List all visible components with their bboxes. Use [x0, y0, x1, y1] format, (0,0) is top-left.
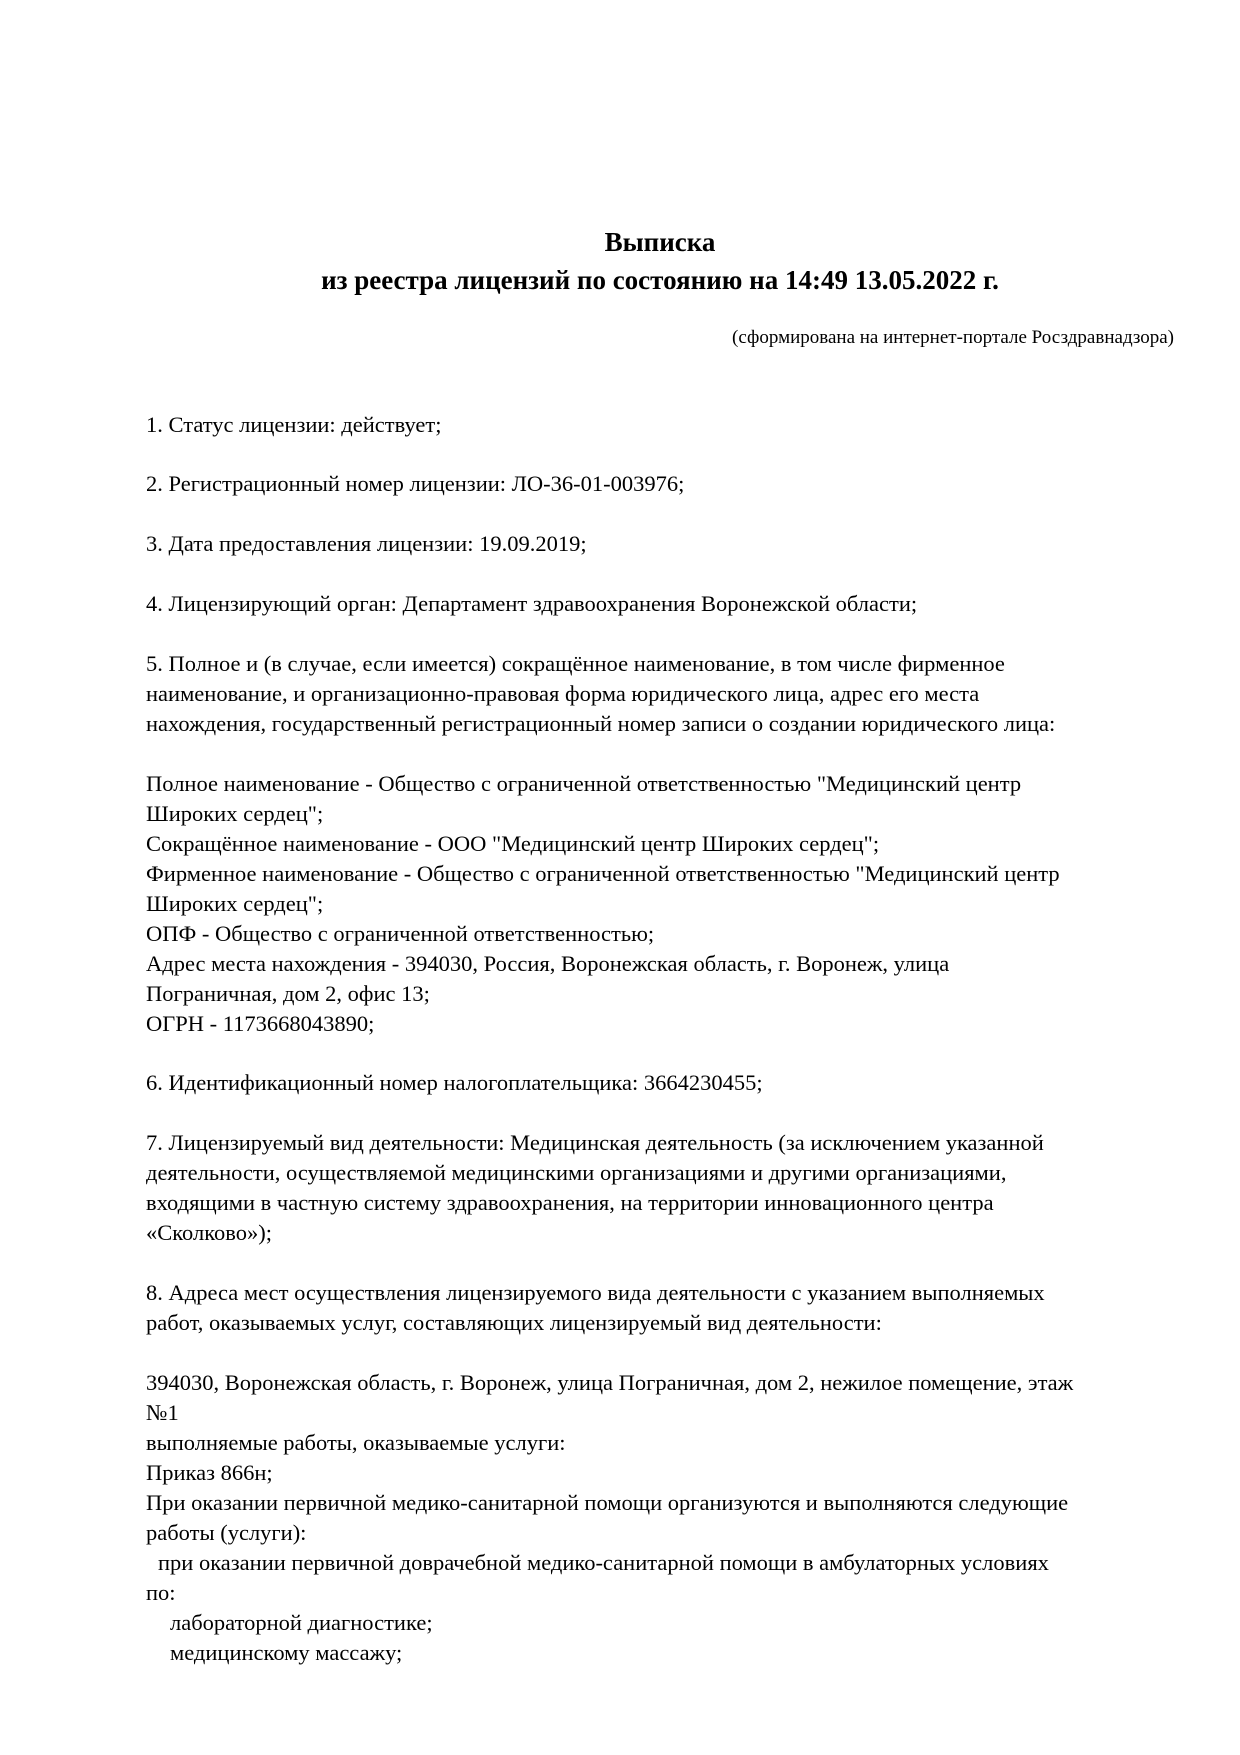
- registration-number-text: 2. Регистрационный номер лицензии: ЛО-36-01-003976;: [146, 471, 685, 496]
- legal-form-line: ОПФ - Общество с ограниченной ответственностью;: [146, 921, 655, 946]
- address-line: Пограничная, дом 2, офис 13;: [146, 981, 430, 1006]
- item-organization-heading: [146, 649, 1176, 739]
- paragraph-line: работ, оказываемых услуг, составляющих лицензируемый вид деятельности:: [146, 1310, 882, 1335]
- works-intro-line: работы (услуги):: [146, 1520, 307, 1545]
- address-line: Адрес места нахождения - 394030, Россия, Воронежская область, г. Воронеж, улица: [146, 951, 950, 976]
- address-text-line: 394030, Воронежская область, г. Воронеж, улица Пограничная, дом 2, нежилое помещение, этаж: [146, 1370, 1074, 1395]
- item-issue-date: [146, 529, 1176, 559]
- paragraph-line: 7. Лицензируемый вид деятельности: Медицинская деятельность (за исключением указанной: [146, 1130, 1044, 1155]
- order-line: Приказ 866н;: [146, 1460, 273, 1485]
- works-intro-line: При оказании первичной медико-санитарной помощи организуются и выполняются следующие: [146, 1490, 1069, 1515]
- brand-name-line: Фирменное наименование - Общество с ограниченной ответственностью "Медицинский центр: [146, 861, 1060, 886]
- full-name-line: Широких сердец";: [146, 801, 324, 826]
- ogrn-line: ОГРН - 1173668043890;: [146, 1011, 375, 1036]
- issue-date-text: 3. Дата предоставления лицензии: 19.09.2019;: [146, 531, 587, 556]
- source-note: (сформирована на интернет-портале Росздравнадзора): [732, 327, 1174, 348]
- paragraph-line: «Сколково»);: [146, 1220, 272, 1245]
- licensing-authority-text: 4. Лицензирующий орган: Департамент здравоохранения Воронежской области;: [146, 591, 918, 616]
- full-name-line: Полное наименование - Общество с ограниченной ответственностью "Медицинский центр: [146, 771, 1022, 796]
- works-label-line: выполняемые работы, оказываемые услуги:: [146, 1430, 566, 1455]
- item-registration-number: [146, 469, 1176, 499]
- services-intro-line: при оказании первичной доврачебной медико-санитарной помощи в амбулаторных условиях: [158, 1550, 1049, 1575]
- short-name-line: Сокращённое наименование - ООО "Медицинский центр Широких сердец";: [146, 831, 880, 856]
- paragraph-line: 8. Адреса мест осуществления лицензируемого вида деятельности с указанием выполняемых: [146, 1280, 1045, 1305]
- organization-details: [146, 769, 1176, 1039]
- paragraph-line: наименование, и организационно-правовая форма юридического лица, адрес его места: [146, 681, 980, 706]
- item-licensing-authority: [146, 589, 1176, 619]
- item-licensed-activity: [146, 1128, 1176, 1248]
- service-item: медицинскому массажу;: [170, 1640, 403, 1665]
- services-intro-line: по:: [146, 1580, 176, 1605]
- paragraph-line: входящими в частную систему здравоохранения, на территории инновационного центра: [146, 1190, 994, 1215]
- document-subtitle: из реестра лицензий по состоянию на 14:49 13.05.2022 г.: [321, 265, 999, 295]
- item-activity-addresses: [146, 1278, 1176, 1338]
- item-inn: [146, 1068, 1176, 1098]
- paragraph-line: деятельности, осуществляемой медицинскими организациями и другими организациями,: [146, 1160, 1007, 1185]
- activity-address-block: [146, 1368, 1176, 1668]
- document-title: Выписка: [604, 227, 716, 257]
- address-text-line: №1: [146, 1400, 179, 1425]
- item-license-status: [146, 410, 1176, 440]
- paragraph-line: нахождения, государственный регистрационный номер записи о создании юридического лица:: [146, 711, 1056, 736]
- brand-name-line: Широких сердец";: [146, 891, 324, 916]
- license-status-text: 1. Статус лицензии: действует;: [146, 412, 442, 437]
- service-item: лабораторной диагностике;: [170, 1610, 433, 1635]
- inn-text: 6. Идентификационный номер налогоплательщика: 3664230455;: [146, 1070, 763, 1095]
- paragraph-line: 5. Полное и (в случае, если имеется) сокращённое наименование, в том числе фирменное: [146, 651, 1005, 676]
